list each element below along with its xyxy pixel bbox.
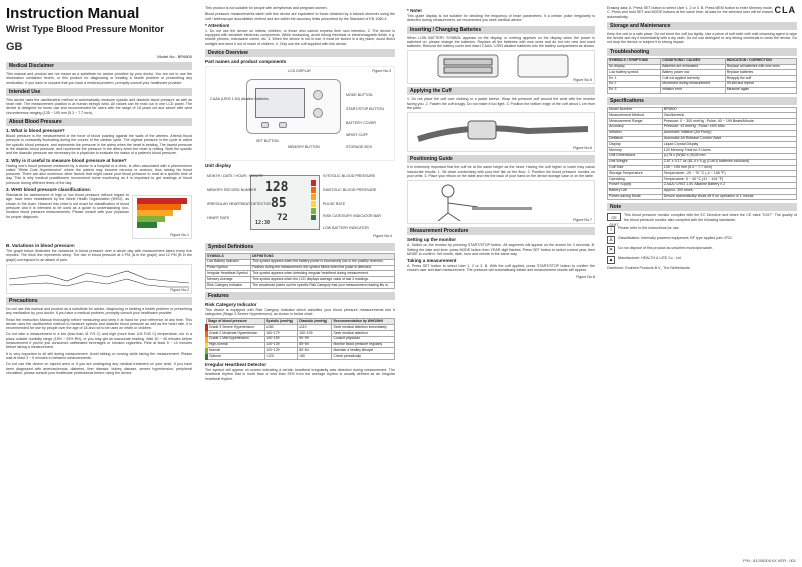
spec-label: Inflation: [608, 130, 663, 136]
trouble-cell: Replace batteries: [725, 70, 796, 76]
subtitle-text: Wrist Type Blood Pressure Monitor: [6, 24, 165, 35]
q4-heading: B. Variations in blood pressure:: [6, 243, 76, 249]
th-cause: CONDITIONS / CAUSES: [661, 58, 726, 64]
para-q4: The graph below illustrates the variations in blood pressure over a whole day with measurement taken every five minutes. The thick line represents sleep. The rise in blood pressure at 4 PM (A in the graph) and 12 PM (B in the graph) correspond to an attack of pain.: [6, 249, 192, 262]
section-precautions: Precautions: [6, 297, 192, 305]
language-code: GB: [6, 41, 23, 53]
risk-cell: High-normal: [207, 342, 265, 348]
spec-value: (L)78 x (W)82 x (H)28 mm: [662, 153, 796, 159]
para-accuracy: Blood pressure measurements taken with this device are equivalent to those obtained by a trained observer using the cuff / stethoscope auscultation method and are within the accuracy limits prescribed by the Standard of EN 1060-4.: [205, 12, 395, 21]
para-class: Classification: Internally powered equipment; BF type applied part; IP22.: [618, 235, 733, 240]
trouble-cell: Movement during measurement: [661, 81, 726, 87]
trouble-cell: Reapply the cuff: [725, 76, 796, 82]
spec-label: Unit Dimensions: [608, 153, 663, 159]
risk-cell: 100~109: [298, 331, 332, 337]
note-heading: * Note!: [407, 8, 422, 13]
th-stage: Stage of blood pressure: [207, 319, 265, 325]
risk-cell: 160~179: [265, 331, 298, 337]
sym-def: This symbol appears when the battery power is excessively low or the polarity reverses.: [251, 259, 395, 265]
spec-label: Measurement Range: [608, 119, 663, 125]
parts-heading: Part names and product components: [205, 59, 287, 65]
column-1: [0, 0, 198, 567]
trouble-cell: Err 3: [608, 87, 661, 93]
section-batteries: Inserting / Changing Batteries: [407, 26, 595, 34]
risk-cell: ≥110: [298, 325, 332, 331]
q2-heading: 2. Why is it useful to measure blood pressure at home?: [6, 157, 127, 163]
section-specifications: Specifications: [607, 97, 797, 105]
para-cuff: 1. Do not place the cuff over clothing or a jacket sleeve. Wrap the pressure cuff around the wrist with the monitor facing you. 2. Fasten the cuff snugly. Do not make it too tight. 3. Position the bottom edge of the cuff about 1 cm from the palm.: [407, 97, 595, 111]
spec-value: Liquid Crystal Display: [662, 142, 796, 148]
ce-mark-icon: CE 0197: [607, 213, 621, 221]
risk-cell: Maintain a healthy lifestyle: [332, 348, 395, 354]
para-prec-4: It is very important to sit still during measurement. Avoid talking or moving while taking the measurement. Please wait at least 3 ~ 5 minutes in between measurements.: [6, 351, 192, 360]
device-diagram: [205, 66, 395, 161]
label-pulse: PULSE RATE: [323, 202, 346, 207]
section-apply-cuff: Applying the Cuff: [407, 87, 595, 95]
troubleshooting-body: [608, 64, 797, 93]
trouble-cell: Err 1: [608, 76, 661, 82]
spec-value: 2 AAA / LR03 1.5V Alkaline Battery x 2: [662, 182, 796, 188]
label-aaa: 2 AAA (LR03 1.5V) Alkaline Batteries: [210, 97, 269, 102]
bp-variation-figure: [6, 264, 192, 294]
q1-heading: 1. What is blood pressure?: [6, 128, 65, 134]
th-recommend: Recommendation by WHO/NHI: [332, 319, 395, 325]
risk-cell: 140~159: [265, 336, 298, 342]
figure-1-caption: Figure No.1: [170, 233, 189, 238]
risk-cell: <120: [265, 354, 298, 360]
para-risk: This device is equipped with Risk Category Indicator which classifies your blood pressure measurements into 6 categories (Stage 3 Severe Hypertension), as shown in below chart:: [205, 307, 395, 317]
figure-3-caption: Figure No.3: [372, 69, 391, 74]
unit-display-diagram: [205, 170, 395, 240]
monitor-body: [246, 79, 341, 134]
risk-cell: Grade 2 Moderate Hypertension: [207, 331, 265, 337]
th-correction: INDICATION / CORRECTION: [725, 58, 796, 64]
sym-def: This symbol appears when detecting irregular heartbeat during measurement.: [251, 271, 395, 277]
para-weee: Do not dispose of this product as unsorted municipal waste.: [618, 245, 713, 250]
battery-compartment-graphic: [408, 51, 594, 81]
manual-title: Instruction Manual: [6, 5, 140, 22]
section-medical-disclaimer: Medical Disclaimer: [6, 62, 192, 70]
risk-cell: Monitor blood pressure regularly: [332, 342, 395, 348]
trouble-cell: Replace all batteries with new ones: [725, 64, 796, 70]
para-ihb: The symbol will appear on screen indicating a certain heartbeat irregularity was detected during measurement. The heartbeat rhythm that is more than or less than 25% from the average rhythm is usually defined as an irregular heartbeat rhythm.: [205, 368, 395, 381]
risk-table: [205, 318, 395, 360]
para-intended: This device uses the oscillometric method to automatically measure systolic and diastolic blood pressure as well as heart rate. The measurement position is at human being's wrist. All values can be read out in one LCD panel. The device is designed for home use and recommended for users with the range of 18 years old and above with wrist circumference ranging (135 ~ 195 mm (5.3 ~ 7.7 inch).: [6, 97, 192, 115]
para-q2: Having one's blood pressure measured by a doctor in a hospital or a clinic, is often associated with a phenomenon called "White Coat Hypertension" where the patient may become nervous or anxious, thus raising his blood pressure. There are also numerous other factors that might cause your blood pressure to read at a specific time of day. This is why medical practitioners recommend home monitoring as it is important to get readings of blood pressure during different times of the day.: [6, 163, 192, 185]
spec-label: Measurement Method: [608, 113, 663, 119]
spec-value: Temperature: -20 ~ 70 °C (-4 ~ 158 °F): [662, 171, 796, 177]
label-lcd: LCD DISPLAY: [288, 69, 312, 74]
risk-heading: Risk Category Indicator: [205, 301, 257, 307]
spec-value: 2.67 ± 0.17 oz (81.4 ± 5 g) (Cuff & batteries excluded): [662, 159, 796, 165]
spec-value: Temperature: 5 ~ 40 °C (41 ~ 104 °F): [662, 177, 796, 183]
risk-cell: Grade 1 Mild hypertension: [207, 336, 265, 342]
label-low-battery: LOW BATTERY INDICATOR: [323, 226, 369, 231]
trouble-cell: Batteries are exhausted: [661, 64, 726, 70]
spec-value: Device automatically shuts off if no operation in 1 minute: [662, 194, 796, 200]
label-ihb: IRREGULAR HEARTBEAT DETECTOR: [207, 202, 271, 207]
section-storage: Storage and Maintenance: [607, 22, 797, 30]
weee-bin-icon: ✕: [608, 246, 614, 253]
spec-value: 120 Memory Total for 3 Users: [662, 148, 796, 154]
spec-label: Battery Life: [608, 188, 663, 194]
spec-label: Memory: [608, 148, 663, 154]
figure-5-caption: Figure No.5: [573, 78, 592, 83]
label-battery-cover: BATTERY COVER: [346, 121, 376, 126]
lcd-diastolic: 85: [271, 196, 287, 212]
label-set: SET BUTTON: [256, 139, 279, 144]
th-diastolic: Diastolic (mmHg): [298, 319, 332, 325]
risk-cell: ≥180: [265, 325, 298, 331]
ihb-heading: Irregular Heartbeat Detector: [205, 362, 267, 368]
sym-def: The arrowhead points out the specific Risk Category that your measurement reading fits in.: [251, 283, 395, 289]
section-troubleshooting: Troubleshooting: [607, 48, 797, 56]
section-measurement: Measurement Procedure: [407, 227, 595, 235]
spec-label: Cuff Size: [608, 165, 663, 171]
para-ce: This blood pressure monitor complies with the EC Directive and bears the CE mark "0197". The quality of the blood pressure monitor also complied with the following standards.: [624, 213, 797, 222]
risk-cell: Consult physician: [332, 336, 395, 342]
spec-value: Approx. 300 times: [662, 188, 796, 194]
para-footnote: This product is not suitable for people with arrhythmias and pregnant women.: [205, 6, 328, 10]
risk-cell: 120~129: [265, 348, 298, 354]
label-memory-record: MEMORY RECORD NUMBER: [207, 188, 257, 193]
para-manufacturer: Manufacturer: HEALTH & LIFE Co., Ltd.: [618, 255, 682, 260]
section-note: Note: [607, 203, 797, 211]
weee-row: [607, 246, 797, 254]
figure-7-caption: Figure No.7: [573, 218, 592, 223]
para-prec-2: Read the instruction Manual thoroughly before measuring and keep it at hand for your reference at any time. This device uses the oscillometric method to measure systolic and diastolic blood pressure as well as the heart rate. It is recommended for use by people over the age of 18 and not to be used on infant or children.: [6, 317, 192, 331]
sym-name: Irregular Heartbeat Symbol: [206, 271, 251, 277]
label-systolic: SYSTOLIC BLOOD PRESSURE: [323, 174, 376, 179]
spec-value: Pressure: 0 ~ 300 mmHg ; Pulse: 40 ~ 199 Beats/Minute: [662, 119, 796, 125]
risk-cell: Normal: [207, 348, 265, 354]
risk-cell: Seek medical attention: [332, 331, 395, 337]
th-symptom: SYMBOLS / SYMPTOMS: [608, 58, 661, 64]
set-button[interactable]: [261, 122, 269, 128]
positioning-figure: [407, 180, 595, 224]
risk-cell: Seek medical attention immediately: [332, 325, 395, 331]
cuff-wrist-graphic: [408, 113, 594, 149]
risk-cell: 80~84: [298, 348, 332, 354]
battery-figure: [407, 50, 595, 84]
cuff-figure: [407, 112, 595, 152]
positioning-graphic: [408, 181, 594, 221]
trouble-cell: Inflation error: [661, 87, 726, 93]
section-device-overview: Device Overview: [205, 49, 395, 57]
spec-label: Power-saving Mode: [608, 194, 663, 200]
spec-value: Automatic Air Release Control Valve: [662, 136, 796, 142]
para-q1: Blood pressure is the measurement of the force of blood pushing against the walls of the arteries. Arterial blood pressure is constantly fluctuating during the course of the cardiac cycle. The highest pressure in the cycle is called the systolic blood pressure, and represents the pressure in the artery when the heart is beating. The lowest pressure is the diastolic blood pressure, and represents the pressure in the artery when the heart is resting. Both the systolic and the diastolic pressure are necessary for a physician to evaluate the status of a patient's blood pressure.: [6, 134, 192, 156]
q3-heading: 3. WHO blood pressure classifications:: [6, 187, 92, 193]
trouble-cell: Battery power low: [661, 70, 726, 76]
factory-icon: ▲: [608, 256, 614, 263]
label-date: MONTH / DATE / HOUR : MINUTE: [207, 174, 263, 179]
para-note: This guide display is not suitable for deciding the frequency of heart parameters. If a certain pulse irregularity is detected during measurement, we recommend you seek medical advice.: [407, 14, 595, 23]
para-batteries: When LOW BATTERY SYMBOL appears on the display, or nothing appears on the display when the power is switched on, please change the batteries. Replace all the batteries with new ones and do not mix new and used batteries. Remove the battery cover and insert 2 AAA / LR03 alkaline batteries into the battery compartment as shown.: [407, 35, 595, 49]
spec-value: 135 ~ 195 mm (5.3 ~ 7.7 inch): [662, 165, 796, 171]
sym-def: This symbol appears when the LCD displays average value of last 3 readings.: [251, 277, 395, 283]
model-number: Model No.: BP6800: [157, 54, 192, 59]
label-mode: MODE BUTTON: [346, 93, 373, 98]
symbols-table: [205, 253, 395, 289]
trouble-cell: Sit still and repeat: [725, 81, 796, 87]
spec-table: [607, 107, 797, 201]
take-heading: Taking a measurement: [407, 258, 457, 264]
spec-label: Unit Weight: [608, 159, 663, 165]
trouble-cell: Measure again: [725, 87, 796, 93]
sym-name: Memory Average: [206, 277, 251, 283]
troubleshooting-table: [607, 58, 797, 94]
spec-label: Deflation: [608, 136, 663, 142]
risk-cell: 90~99: [298, 336, 332, 342]
label-diastolic: DIASTOLIC BLOOD PRESSURE: [323, 188, 377, 193]
spec-label: Display: [608, 142, 663, 148]
lcd-time: 12:30: [255, 220, 271, 227]
who-chart-figure: [132, 195, 192, 239]
figure-4-caption: Figure No.4: [373, 234, 392, 239]
table-row: [608, 194, 797, 200]
section-features: Features: [205, 292, 395, 300]
start-stop-button[interactable]: [313, 108, 323, 118]
table-row: [206, 283, 395, 289]
lcd-systolic: 128: [265, 180, 289, 196]
lcd-pulse: 72: [277, 213, 288, 224]
risk-cell: Check periodically: [332, 354, 395, 360]
section-symbols: Symbol Definitions: [205, 243, 395, 251]
spec-label: Power Supply: [608, 182, 663, 188]
para-q3: Standards for assessment of high or low blood pressure without regard to age, have been established by the World Health Organization (WHO), as shown in the chart. However this chart is not exact for classification of blood pressure and it is intended to be used as a guide to understanding non-invasive blood pressure measurements. Please consult with your physician for proper diagnosis.: [6, 193, 129, 219]
trouble-cell: Err 2: [608, 81, 661, 87]
label-start: START/STOP BUTTON: [346, 107, 384, 112]
bp-variation-graph: [7, 265, 191, 289]
para-prec-3: Do not take a measurement in a low (less than 41 F/5 C) and high (more than 104 F/40 C) temperature, nor in a place outside humidity range (15% ~ 93% RH), or you may get an inaccurate reading. Wait 30 ~ 45 minutes before measurement if you've just consumed caffeinated beverages or smoked cigarettes. Rest at least 5 ~ 10 minutes before taking a measurement.: [6, 332, 192, 350]
trouble-cell: Cuff not applied correctly: [661, 76, 726, 82]
risk-cell: <80: [298, 354, 332, 360]
para-take: A. Press SET button to select User 1, 2 or 3. B. With the cuff applied, press START/STOP button to confirm the chosen user and start measurement. The pressure will automatically inflate and measurement results will appear.: [407, 264, 595, 273]
spec-value: Oscillometric: [662, 113, 796, 119]
spec-body: [608, 107, 797, 200]
th-systolic: Systolic (mmHg): [265, 319, 298, 325]
sym-def: Flashes during the measurement, the symbol blinks when the pulse is detected.: [251, 265, 395, 271]
para-prec-5: Do not use this device on injured arms or if you are undergoing any medical treatment on your wrist. If you have been diagnosed with arteriosclerosis, diabetes, liver disease, kidney disease, severe hypertension, peripheral circulation, please consult your healthcare professional before using the device.: [6, 362, 192, 375]
setup-heading: Setting up the monitor: [407, 237, 456, 243]
class-row: [607, 236, 797, 244]
monitor-lcd: [255, 88, 305, 118]
column-3: [402, 0, 600, 567]
column-4: [602, 0, 802, 567]
para-distributor: Distributor: Eminent Products B.V., The Netherlands: [607, 265, 690, 270]
who-chart-graphic: [133, 196, 191, 230]
para-erase: Erasing data: A. Press SET button to select User 1, 2 or 3. B. Press MEM button to enter Memory mode. C. Press and hold SET and MODE buttons at the same time; all data for the selected user will be erased automatically.: [607, 6, 773, 19]
risk-cell: Optimal: [207, 354, 265, 360]
figure-6-caption: Figure No.6: [573, 146, 592, 151]
section-positioning: Positioning Guide: [407, 155, 595, 163]
spec-label: Storage Temperature: [608, 171, 663, 177]
risk-bar-icon: [311, 180, 317, 220]
sym-name: Pulse Symbol: [206, 265, 251, 271]
mode-button[interactable]: [313, 90, 323, 100]
table-row: [608, 87, 797, 93]
para-positioning: It is extremely important that the cuff be at the same height as the heart. Having the cuff higher or lower may cause inaccurate results. 1. Sit down comfortably with your feet flat on the floor. 2. Position the blood pressure monitor on your wrist. 3. Place your elbow on the table and rest the back of your hand on the device storage case or on the table.: [407, 165, 595, 178]
bf-applied-part-icon: ♙: [608, 236, 614, 243]
risk-table-body: [207, 325, 395, 360]
th-definitions: DEFINITIONS: [251, 254, 395, 260]
label-memory: MEMORY BUTTON: [288, 145, 320, 150]
label-cuff: WRIST CUFF: [346, 133, 369, 138]
trouble-cell: No display: [608, 64, 661, 70]
label-storage: STORAGE BOX: [346, 145, 373, 150]
para-attention: 1. Do not use the device on infants, children, or those who cannot express their own intention. 2. The device is equipped with sensitive electronic components. While measuring, avoid strong electrical or electromagnetic fields, e.g. mobile phones, microwave ovens, etc. 3. When the device is not in use, it must be stored in a dry place, avoid direct sunlight and store it out of reach of children. 4. Only use the cuff supplied with this device.: [205, 28, 395, 46]
trouble-cell: Low battery symbol: [608, 70, 661, 76]
risk-cell: 130~139: [265, 342, 298, 348]
brand-logo: CLA: [774, 5, 796, 15]
column-2: [200, 0, 400, 567]
para-setup: A. Switch on the monitor by pressing START/STOP button. All segments will appear on the screen for 3 seconds. B. Setting the date and time: press MODE button then YEAR digit flashes. Press SET button to select current year, then MODE to confirm. Set month, date, hour and minute in the same way.: [407, 243, 595, 256]
risk-cell: 85~89: [298, 342, 332, 348]
label-heart: HEART RATE: [207, 216, 230, 221]
manual-subtitle: [6, 24, 192, 35]
para-storage: Keep the unit in a safe place. Do not bend the cuff too tightly. Use a piece of soft cloth with mild cleansing agent to wipe the device and dry it immediately with a dry cloth. Do not use detergent or any strong chemicals to clean the device. Do not drop the device or subject it to strong impact.: [607, 31, 797, 45]
sym-name: Low Battery Indicator: [206, 259, 251, 265]
sym-name: Risk Category Indicator: [206, 283, 251, 289]
manufacturer-row: [607, 256, 797, 264]
para-ifu: Please refer to the instructions for use.: [618, 225, 680, 230]
memory-button[interactable]: [279, 122, 287, 128]
spec-label: Operating: [608, 177, 663, 183]
label-risk: RISK CATEGORY INDICATOR BAR: [323, 214, 381, 219]
section-intended-use: Intended Use: [6, 88, 192, 96]
spec-value: BP6800: [662, 107, 796, 113]
book-icon: i: [607, 226, 615, 234]
section-about-bp: About Blood Pressure: [6, 118, 192, 126]
spec-label: Accuracy: [608, 124, 663, 130]
para-prec-1: Do not use this manual and product as a substitute for advice, diagnosing or treating a health problem or prescribing any medication by your doctor. If you have a medical problem, promptly consult your healthcare provider.: [6, 306, 192, 316]
figure-8-caption: Figure No.8: [576, 274, 595, 279]
para-medical: This manual and product are not meant as a substitute for advice provided by your doctor. You are not to use the information contained herein, or this product for diagnosing or treating a health problem or prescribing any medication. If you have or suspect that you have a medical problem, promptly consult your healthcare provider.: [6, 72, 192, 85]
th-symbols: SYMBOLS: [206, 254, 251, 260]
risk-cell: Grade 3 Severe Hypertension: [207, 325, 265, 331]
spec-value: Automatic Inflation (Air Pump): [662, 130, 796, 136]
figure-2-caption: Figure No.2: [170, 287, 189, 292]
ifu-row: [607, 226, 797, 234]
part-number-footer: P/N : 8120000XXX VER : 001: [743, 558, 796, 563]
table-row: [207, 354, 395, 360]
attention-heading: * Attention!: [205, 22, 230, 28]
spec-label: Model Number: [608, 107, 663, 113]
unit-display-heading: Unit display: [205, 163, 232, 169]
spec-value: Pressure: ±3 mmHg ; Pulse: ±5% Max.: [662, 124, 796, 130]
